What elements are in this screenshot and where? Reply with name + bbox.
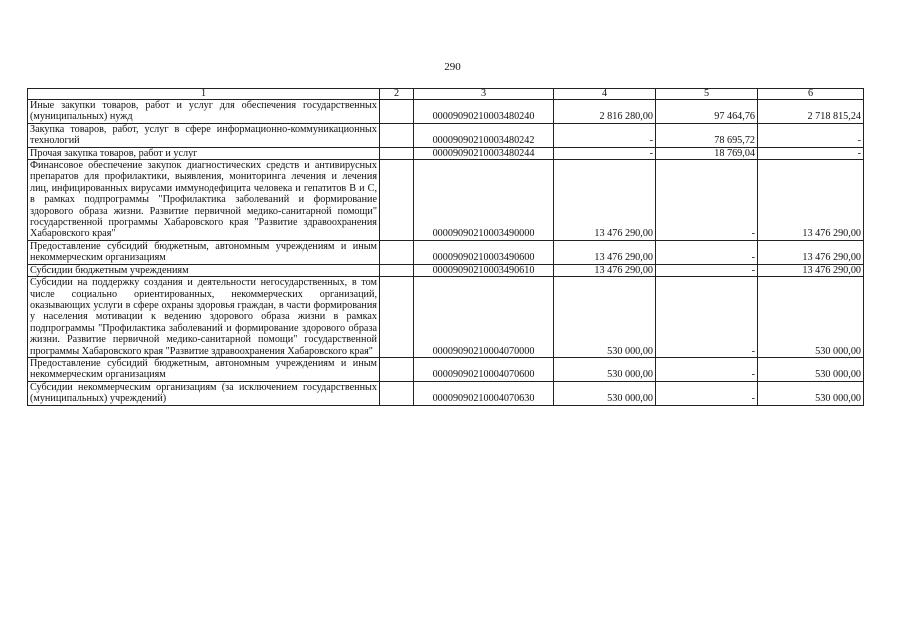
table-row [28,240,864,264]
row-col2 [380,123,414,147]
row-col2 [380,100,414,124]
row-description: Субсидии на поддержку создания и деятельности негосударственных, в том числе социально ориентированных, некоммерческих организаций, оказывающих услуги в сфере охраны здоровья граждан, в части формирования у населения мотивации к ведению здорового образа жизни в рамках подпрограммы "Профилактика заболеваний и формирование здорового образа жизни. Развитие первичной медико-санитарной помощи" государственной программы Хабаровского края "Развитие здравоохранения Хабаровского края" [28,277,380,358]
table-row [28,100,864,124]
row-code: 00009090210003490000 [414,160,554,241]
column-header: 1 [28,89,380,100]
row-col6-value: 2 718 815,24 [758,100,864,124]
table-row [28,147,864,159]
row-col4-value: 13 476 290,00 [554,160,656,241]
row-description: Субсидии некоммерческим организациям (за исключением государственных (муниципальных) учреждений) [28,381,380,405]
row-col4-value: - [554,147,656,159]
row-code: 00009090210004070600 [414,357,554,381]
column-header: 4 [554,89,656,100]
budget-table [27,88,864,406]
row-col2 [380,381,414,405]
row-col6-value: 13 476 290,00 [758,264,864,276]
row-col4-value: 13 476 290,00 [554,240,656,264]
row-col6-value: - [758,147,864,159]
row-code: 00009090210004070630 [414,381,554,405]
row-col5-value: 97 464,76 [656,100,758,124]
table-row [28,160,864,241]
row-col4-value: 530 000,00 [554,357,656,381]
row-description: Предоставление субсидий бюджетным, автономным учреждениям и иным некоммерческим организациям [28,357,380,381]
table-row [28,277,864,358]
table-row [28,264,864,276]
row-description: Закупка товаров, работ, услуг в сфере информационно-коммуникационных технологий [28,123,380,147]
row-col4-value: 2 816 280,00 [554,100,656,124]
row-col4-value: 530 000,00 [554,381,656,405]
row-col6-value: 530 000,00 [758,357,864,381]
column-header: 3 [414,89,554,100]
column-header: 6 [758,89,864,100]
table-row [28,357,864,381]
row-col6-value: 13 476 290,00 [758,240,864,264]
row-col6-value: 530 000,00 [758,277,864,358]
row-col6-value: 530 000,00 [758,381,864,405]
row-description: Прочая закупка товаров, работ и услуг [28,147,380,159]
row-col5-value: - [656,240,758,264]
row-description: Финансовое обеспечение закупок диагностических средств и антивирусных препаратов для профилактики, выявления, мониторинга лечения и лечения лиц, инфицированных вирусами иммунодефицита человека и гепатитов В и С, в рамках подпрограммы "Профилактика заболеваний и формирование здорового образа жизни. Развитие первичной медико-санитарной помощи" государственной программы Хабаровского края "Развитие здравоохранения Хабаровского края" [28,160,380,241]
row-code: 00009090210003490600 [414,240,554,264]
column-header: 2 [380,89,414,100]
row-code: 00009090210003480242 [414,123,554,147]
table-row [28,123,864,147]
row-col2 [380,264,414,276]
row-description: Иные закупки товаров, работ и услуг для обеспечения государственных (муниципальных) нужд [28,100,380,124]
row-col5-value: - [656,381,758,405]
row-col4-value: 13 476 290,00 [554,264,656,276]
table-row [28,381,864,405]
row-description: Предоставление субсидий бюджетным, автономным учреждениям и иным некоммерческим организациям [28,240,380,264]
row-col4-value: - [554,123,656,147]
row-code: 00009090210003480240 [414,100,554,124]
row-code: 00009090210003490610 [414,264,554,276]
row-code: 00009090210003480244 [414,147,554,159]
row-col2 [380,357,414,381]
row-col5-value: - [656,357,758,381]
row-col4-value: 530 000,00 [554,277,656,358]
column-header: 5 [656,89,758,100]
row-col2 [380,277,414,358]
row-col5-value: - [656,160,758,241]
row-col5-value: - [656,264,758,276]
page-number: 290 [444,61,461,73]
row-col2 [380,147,414,159]
row-col6-value: 13 476 290,00 [758,160,864,241]
row-col5-value: 18 769,04 [656,147,758,159]
row-code: 00009090210004070000 [414,277,554,358]
table-header-row [28,89,864,100]
row-col5-value: - [656,277,758,358]
row-col2 [380,160,414,241]
row-col2 [380,240,414,264]
row-col5-value: 78 695,72 [656,123,758,147]
row-description: Субсидии бюджетным учреждениям [28,264,380,276]
row-col6-value: - [758,123,864,147]
